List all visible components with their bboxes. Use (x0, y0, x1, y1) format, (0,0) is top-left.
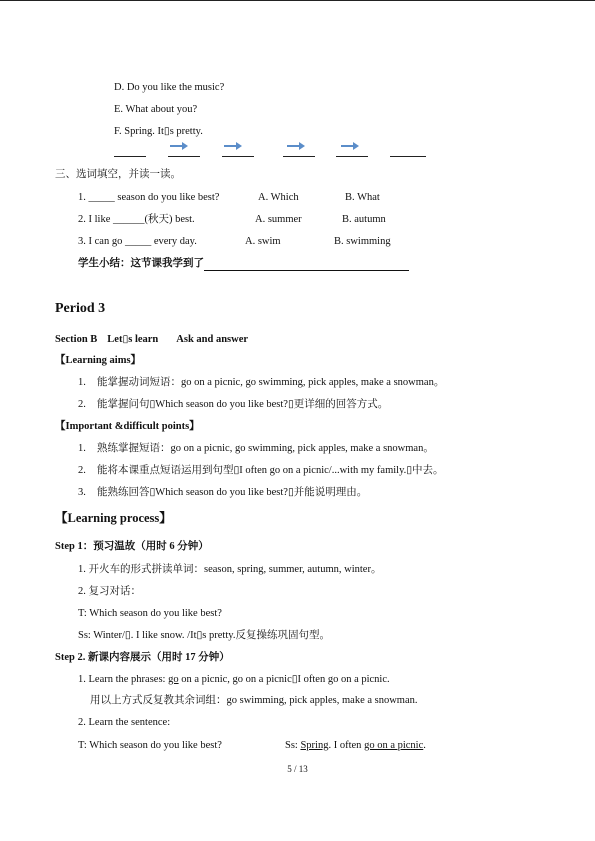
points-item-2-text: 能将本课重点短语运用到句型▯I often go on a picnic/...with my family.▯中去。 (97, 465, 444, 476)
answer-blank (168, 156, 200, 157)
q1-option-a: A. Which (258, 192, 299, 203)
q3-stem: 3. I can go _____ every day. (78, 236, 197, 247)
q2-stem: 2. I like ______(秋天) best. (78, 214, 195, 225)
ss-mid: . I often (328, 740, 365, 751)
step1-heading: Step 1：预习温故（用时 6 分钟） (55, 541, 209, 552)
ask-answer-label: Ask and answer (176, 334, 249, 345)
answer-blank (390, 156, 426, 157)
step2-item-2: 2. Learn the sentence: (78, 717, 171, 728)
aims-heading: 【Learning aims】 (55, 355, 142, 366)
answer-blanks-row (110, 137, 440, 163)
step1-item-1: 1. 开火车的形式拼读单词：season, spring, summer, autumn, winter。 (78, 564, 382, 575)
page-number: 5 / 13 (287, 764, 308, 774)
q3-option-a: A. swim (245, 236, 281, 247)
answer-blank (114, 156, 146, 157)
answer-blank (222, 156, 254, 157)
q3-option-b: B. swimming (334, 236, 391, 247)
q1-option-b: B. What (345, 192, 380, 203)
step2-heading: Step 2. 新课内容展示（用时 17 分钟） (55, 652, 230, 663)
points-item-3-num: 3. (78, 487, 86, 498)
aims-item-1-text: 能掌握动词短语：go on a picnic, go swimming, pick apples, make a snowman。 (97, 377, 445, 388)
answer-blank (283, 156, 315, 157)
step1-item-2: 2. 复习对话： (78, 586, 141, 597)
step1-students-line: Ss: Winter/▯. I like snow. /It▯s pretty.反复操练巩固句型。 (78, 630, 330, 641)
arrow-right-icon (287, 142, 305, 150)
points-item-1-text: 熟练掌握短语：go on a picnic, go swimming, pick apples, make a snowman。 (97, 443, 434, 454)
q1-stem: 1. _____ season do you like best? (78, 192, 220, 203)
aims-item-1-num: 1. (78, 377, 86, 388)
q2-option-b: B. autumn (342, 214, 386, 225)
section-label: Section B (55, 334, 98, 345)
step2-item-1-prefix: 1. Learn the phrases: (78, 674, 169, 685)
q2-option-a: A. summer (255, 214, 302, 225)
top-rule (0, 0, 595, 1)
lets-learn-label: Let▯s learn (107, 334, 159, 345)
ss-end: . (423, 740, 426, 751)
summary-blank-line (204, 259, 409, 271)
summary-label: 学生小结：这节课我学到了 (78, 258, 204, 269)
option-e: E. What about you? (114, 104, 198, 115)
step2-item-1-underlined: go (168, 674, 179, 685)
step1-teacher-line: T: Which season do you like best? (78, 608, 222, 619)
points-heading: 【Important &difficult points】 (55, 421, 200, 432)
step2-teacher-line: T: Which season do you like best? (78, 740, 222, 751)
aims-item-2-text: 能掌握问句▯Which season do you like best?▯更详细的回答方式。 (97, 399, 389, 410)
section-line (55, 333, 248, 347)
option-f: F. Spring. It▯s pretty. (114, 126, 203, 137)
ss-phrase-underlined: go on a picnic (364, 740, 424, 751)
step2-item-1-rest: on a picnic, go on a picnic▯I often go on a picnic. (178, 674, 390, 685)
points-item-3-text: 能熟练回答▯Which season do you like best?▯并能说明理由。 (97, 487, 368, 498)
option-d: D. Do you like the music? (114, 82, 225, 93)
points-item-1-num: 1. (78, 443, 86, 454)
period-title: Period 3 (55, 301, 106, 316)
arrow-right-icon (341, 142, 359, 150)
ss-prefix: Ss: (285, 740, 301, 751)
points-item-2-num: 2. (78, 465, 86, 476)
exercise3-title: 三、选词填空，并读一读。 (55, 169, 181, 180)
step2-students-line (285, 739, 426, 753)
ss-spring-underlined: Spring (300, 740, 329, 751)
step2-item-1 (78, 673, 390, 687)
answer-blank (336, 156, 368, 157)
arrow-right-icon (170, 142, 188, 150)
student-summary (78, 257, 409, 271)
aims-item-2-num: 2. (78, 399, 86, 410)
arrow-right-icon (224, 142, 242, 150)
process-heading: 【Learning process】 (55, 511, 172, 525)
step2-item-1-sub: 用以上方式反复教其余词组：go swimming, pick apples, make a snowman. (90, 695, 418, 706)
